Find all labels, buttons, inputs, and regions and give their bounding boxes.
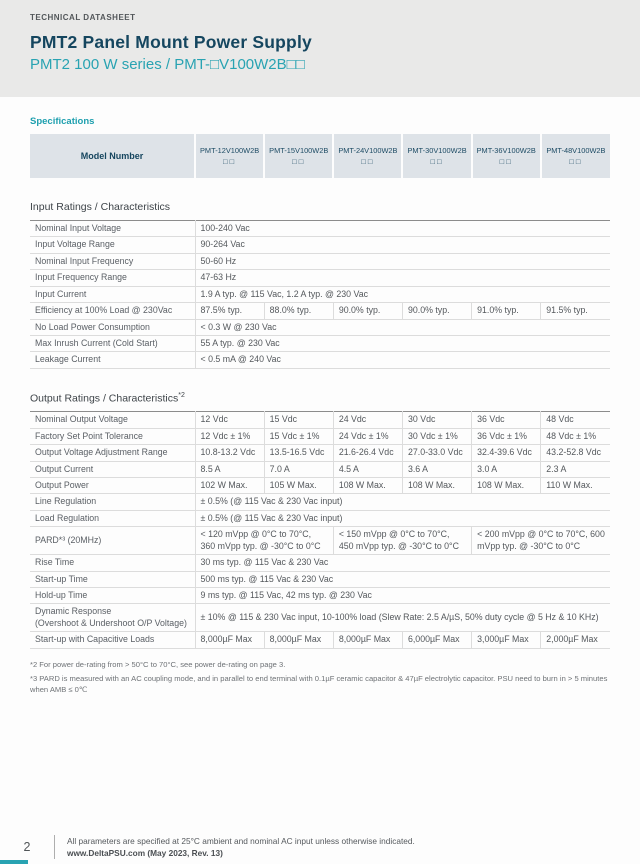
page-number: 2 <box>23 839 31 854</box>
spec-value: 30 ms typ. @ 115 Vac & 230 Vac <box>195 555 610 571</box>
spec-value: 3,000µF Max <box>472 632 541 648</box>
spec-value: 30 Vdc ± 1% <box>402 428 471 444</box>
footnotes <box>30 659 610 696</box>
spec-value: 36 Vdc <box>472 412 541 428</box>
spec-row <box>30 632 610 648</box>
spec-value: 48 Vdc ± 1% <box>541 428 610 444</box>
spec-value: 43.2-52.8 Vdc <box>541 445 610 461</box>
model-column <box>195 134 264 178</box>
spec-row-label-text: Hold-up Time <box>35 589 88 600</box>
spec-value: 32.4-39.6 Vdc <box>472 445 541 461</box>
spec-value: 1.9 A typ. @ 115 Vac, 1.2 A typ. @ 230 Vac <box>195 286 610 302</box>
spec-row-label <box>30 270 195 286</box>
footer-divider <box>54 835 55 859</box>
spec-row <box>30 412 610 428</box>
spec-row-label <box>30 445 195 461</box>
spec-value: 6,000µF Max <box>402 632 471 648</box>
spec-row-label-text: Output Voltage Adjustment Range <box>35 447 168 458</box>
spec-value: 105 W Max. <box>264 477 333 493</box>
bottom-accent-bar <box>0 860 28 864</box>
spec-value: 36 Vdc ± 1% <box>472 428 541 444</box>
spec-row-label <box>30 412 195 428</box>
spec-row-label-text: Output Current <box>35 463 94 474</box>
spec-row-label-text: Load Regulation <box>35 512 100 523</box>
spec-value: 24 Vdc <box>333 412 402 428</box>
spec-row-label-text: PARD*³ (20MHz) <box>35 534 102 545</box>
spec-row-label <box>30 510 195 526</box>
footer-note: All parameters are specified at 25°C ambient and nominal AC input unless otherwise indicated. <box>67 835 415 846</box>
spec-row <box>30 253 610 269</box>
model-column <box>541 134 610 178</box>
spec-value: 12 Vdc <box>195 412 264 428</box>
eyebrow-label: TECHNICAL DATASHEET <box>30 13 136 22</box>
spec-value: 4.5 A <box>333 461 402 477</box>
model-name: PMT-48V100W2B <box>546 146 606 155</box>
model-number-label: Model Number <box>30 134 195 178</box>
model-name: PMT-12V100W2B <box>200 146 260 155</box>
spec-value: 88.0% typ. <box>264 303 333 319</box>
spec-row-label-text: Efficiency at 100% Load @ 230Vac <box>35 305 173 316</box>
footer-text <box>67 835 415 859</box>
spec-row-sublabel: (Overshoot & Undershoot O/P Voltage) <box>35 617 187 628</box>
spec-value: 90-264 Vac <box>195 237 610 253</box>
output-ratings-table <box>30 411 610 648</box>
spec-row-label <box>30 428 195 444</box>
spec-value: 7.0 A <box>264 461 333 477</box>
model-name: PMT-24V100W2B <box>338 146 398 155</box>
spec-row-label-text: Input Current <box>35 288 87 299</box>
spec-value: 47-63 Hz <box>195 270 610 286</box>
spec-row-label <box>30 527 195 555</box>
spec-row <box>30 587 610 603</box>
spec-row-label <box>30 221 195 237</box>
spec-value: 30 Vdc <box>402 412 471 428</box>
spec-value: 55 A typ. @ 230 Vac <box>195 335 610 351</box>
spec-row <box>30 303 610 319</box>
datasheet-body <box>0 116 640 696</box>
masthead <box>0 0 640 97</box>
spec-value: 27.0-33.0 Vdc <box>402 445 471 461</box>
spec-value: 100-240 Vac <box>195 221 610 237</box>
spec-row <box>30 445 610 461</box>
spec-row <box>30 527 610 555</box>
model-suffix-boxes: □□ <box>292 157 306 166</box>
spec-row-label-text: Start-up Time <box>35 573 88 584</box>
spec-row-label <box>30 571 195 587</box>
spec-row-label <box>30 632 195 648</box>
spec-value: < 120 mVpp @ 0°C to 70°C, 360 mVpp typ. @ -30°C to 0°C <box>195 527 333 555</box>
model-suffix-boxes: □□ <box>569 157 583 166</box>
spec-row-label-text: Input Voltage Range <box>35 239 115 250</box>
spec-row-label-text: Start-up with Capacitive Loads <box>35 634 155 645</box>
spec-value: 50-60 Hz <box>195 253 610 269</box>
spec-value: 15 Vdc <box>264 412 333 428</box>
model-name: PMT-15V100W2B <box>269 146 329 155</box>
specifications-heading: Specifications <box>30 116 95 127</box>
spec-value: 12 Vdc ± 1% <box>195 428 264 444</box>
spec-value: < 0.5 mA @ 240 Vac <box>195 352 610 368</box>
spec-value: 8,000µF Max <box>333 632 402 648</box>
output-heading-text: Output Ratings / Characteristics <box>30 392 179 405</box>
spec-value: 110 W Max. <box>541 477 610 493</box>
spec-row-label-text: No Load Power Consumption <box>35 321 150 332</box>
page-footer <box>0 835 640 859</box>
spec-value: 108 W Max. <box>472 477 541 493</box>
spec-row-label <box>30 461 195 477</box>
footnote: *3 PARD is measured with an AC coupling mode, and in parallel to end terminal with 0.1µF ceramic capacitor & 47µF electrolytic capacitor. PSU need to burn in > 5 minutes when AMB ≤ 0℃ <box>30 674 608 695</box>
spec-row-label-text: Leakage Current <box>35 354 101 365</box>
spec-row-label-text: Nominal Output Voltage <box>35 414 128 425</box>
model-suffix-boxes: □□ <box>430 157 444 166</box>
spec-value: 3.6 A <box>402 461 471 477</box>
spec-row-label-text: Dynamic Response <box>35 606 112 617</box>
spec-value: ± 0.5% (@ 115 Vac & 230 Vac input) <box>195 510 610 526</box>
spec-row <box>30 286 610 302</box>
spec-value: 102 W Max. <box>195 477 264 493</box>
spec-row-label-text: Output Power <box>35 479 89 490</box>
spec-value: 108 W Max. <box>402 477 471 493</box>
spec-value: 87.5% typ. <box>195 303 264 319</box>
spec-value: 13.5-16.5 Vdc <box>264 445 333 461</box>
spec-row-label-text: Nominal Input Frequency <box>35 255 134 266</box>
spec-value: 108 W Max. <box>333 477 402 493</box>
spec-row-label <box>30 555 195 571</box>
spec-row-label-text: Max Inrush Current (Cold Start) <box>35 337 158 348</box>
spec-value: 15 Vdc ± 1% <box>264 428 333 444</box>
spec-row-label <box>30 352 195 368</box>
model-suffix-boxes: □□ <box>499 157 513 166</box>
spec-value: 8,000µF Max <box>264 632 333 648</box>
spec-value: 2,000µF Max <box>541 632 610 648</box>
spec-value: 91.5% typ. <box>541 303 610 319</box>
model-column <box>333 134 402 178</box>
spec-row-label <box>30 319 195 335</box>
spec-value: 8,000µF Max <box>195 632 264 648</box>
model-column <box>264 134 333 178</box>
spec-value: 21.6-26.4 Vdc <box>333 445 402 461</box>
spec-row <box>30 237 610 253</box>
spec-value: 90.0% typ. <box>333 303 402 319</box>
spec-row-label <box>30 303 195 319</box>
spec-row-label-text: Factory Set Point Tolerance <box>35 430 143 441</box>
model-number-table <box>30 134 610 178</box>
spec-row <box>30 571 610 587</box>
spec-value: 9 ms typ. @ 115 Vac, 42 ms typ. @ 230 Vac <box>195 587 610 603</box>
spec-value: 2.3 A <box>541 461 610 477</box>
spec-row-label <box>30 237 195 253</box>
spec-value: < 200 mVpp @ 0°C to 70°C, 600 mVpp typ. @ -30°C to 0°C <box>472 527 610 555</box>
spec-row-label <box>30 604 195 632</box>
spec-row <box>30 494 610 510</box>
spec-row <box>30 477 610 493</box>
spec-value: ± 10% @ 115 & 230 Vac input, 10-100% load (Slew Rate: 2.5 A/µS, 50% duty cycle @ 5 Hz & 10 KHz) <box>195 604 610 632</box>
model-name: PMT-36V100W2B <box>476 146 536 155</box>
spec-row-label <box>30 286 195 302</box>
spec-value: 500 ms typ. @ 115 Vac & 230 Vac <box>195 571 610 587</box>
model-name: PMT-30V100W2B <box>407 146 467 155</box>
spec-row-label-text: Rise Time <box>35 557 75 568</box>
spec-value: < 0.3 W @ 230 Vac <box>195 319 610 335</box>
spec-row <box>30 319 610 335</box>
spec-value: ± 0.5% (@ 115 Vac & 230 Vac input) <box>195 494 610 510</box>
spec-row <box>30 270 610 286</box>
model-column <box>472 134 541 178</box>
output-section-heading <box>30 392 610 405</box>
input-section-heading: Input Ratings / Characteristics <box>30 201 171 213</box>
spec-value: 90.0% typ. <box>402 303 471 319</box>
footer-site-line: www.DeltaPSU.com (May 2023, Rev. 13) <box>67 847 223 858</box>
spec-row <box>30 335 610 351</box>
model-header-row <box>30 134 610 178</box>
spec-row-label <box>30 494 195 510</box>
spec-value: 48 Vdc <box>541 412 610 428</box>
model-suffix-boxes: □□ <box>222 157 237 166</box>
spec-row-label <box>30 477 195 493</box>
spec-row-label-text: Input Frequency Range <box>35 272 127 283</box>
footnote: *2 For power de-rating from > 50°C to 70°C, see power de-rating on page 3. <box>30 659 286 669</box>
spec-value: < 150 mVpp @ 0°C to 70°C, 450 mVpp typ. @ -30°C to 0°C <box>333 527 471 555</box>
spec-row <box>30 221 610 237</box>
spec-row <box>30 510 610 526</box>
spec-row <box>30 555 610 571</box>
spec-row <box>30 461 610 477</box>
spec-value: 24 Vdc ± 1% <box>333 428 402 444</box>
input-ratings-table <box>30 220 610 369</box>
spec-row-label <box>30 587 195 603</box>
model-column <box>402 134 471 178</box>
spec-value: 91.0% typ. <box>472 303 541 319</box>
spec-row <box>30 352 610 368</box>
spec-row <box>30 428 610 444</box>
spec-row-label-text: Nominal Input Voltage <box>35 223 122 233</box>
spec-value: 3.0 A <box>472 461 541 477</box>
spec-row-label-text: Line Regulation <box>35 496 97 507</box>
page-title: PMT2 Panel Mount Power Supply <box>30 32 312 52</box>
output-heading-sup: *2 <box>178 391 185 399</box>
spec-row <box>30 604 610 632</box>
spec-value: 10.8-13.2 Vdc <box>195 445 264 461</box>
spec-row-label <box>30 335 195 351</box>
spec-row-label <box>30 253 195 269</box>
page-subtitle: PMT2 100 W series / PMT-□V100W2B□□ <box>30 56 305 73</box>
model-suffix-boxes: □□ <box>361 157 375 166</box>
spec-value: 8.5 A <box>195 461 264 477</box>
